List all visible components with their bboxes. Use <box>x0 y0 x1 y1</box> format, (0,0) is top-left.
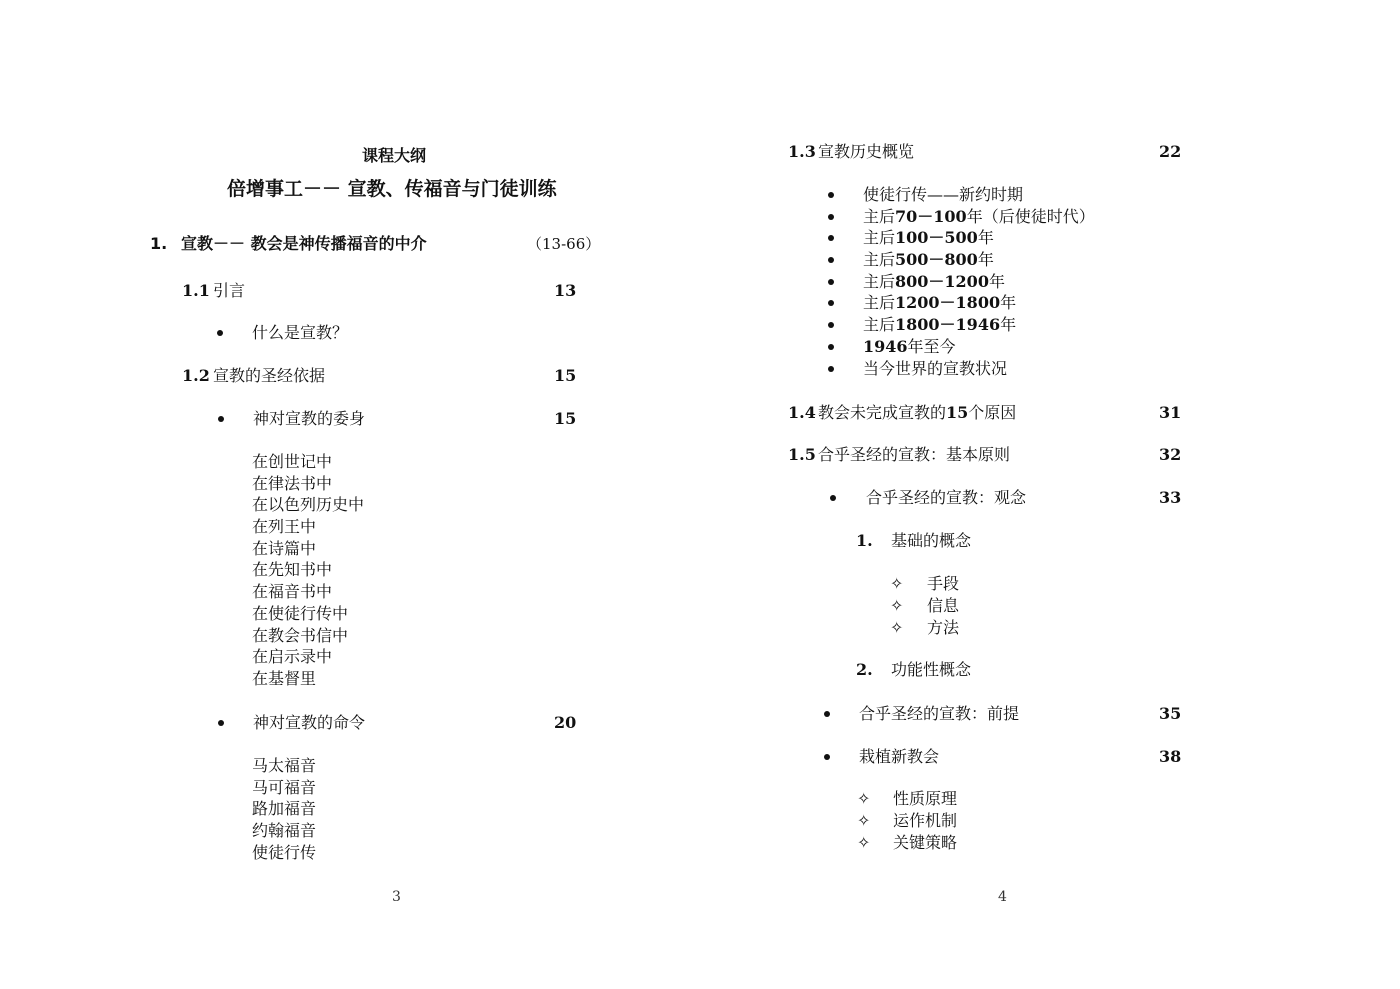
list-item: 在启示录中 <box>252 647 333 667</box>
bullet-dot-icon <box>828 192 834 198</box>
list-item: 在律法书中 <box>252 473 333 493</box>
list-item: 手段 <box>927 574 960 593</box>
list-item: 1946年至今 <box>828 336 1095 358</box>
list-item: 使徒行传 <box>252 842 317 862</box>
bullet-dot-icon <box>218 720 224 726</box>
bullet-dot-icon <box>830 495 836 501</box>
four-point-star-icon: ✧ <box>857 789 871 808</box>
premise-title: 合乎圣经的宣教：前提 <box>859 704 1020 723</box>
section-1-2-title: 宣教的圣经依据 <box>213 366 326 385</box>
section-1-2-number: 1.2 <box>182 366 210 385</box>
list-item: 信息 <box>927 596 960 615</box>
list-item: 主后70－100年（后使徒时代） <box>828 206 1095 228</box>
list-item: 在以色列历史中 <box>252 495 365 515</box>
list-item: 路加福音 <box>252 799 317 819</box>
bullet-dot-icon <box>828 235 834 241</box>
section-1-3-page: 22 <box>1159 142 1182 161</box>
list-item: 在使徒行传中 <box>252 603 349 623</box>
section-1-5-title: 合乎圣经的宣教：基本原则 <box>818 445 1011 464</box>
list-item: 运作机制 <box>893 811 958 830</box>
section-1-page-range: （13-66） <box>527 235 601 253</box>
page-number-right: 4 <box>998 889 1007 905</box>
list-item: 在先知书中 <box>252 560 333 580</box>
bullet-dot-icon <box>828 300 834 306</box>
commitment-page: 15 <box>554 409 577 428</box>
section-1-title: 宣教－－ 教会是神传播福音的中介 <box>181 234 427 253</box>
list-item: 在基督里 <box>252 668 317 688</box>
concept-title: 合乎圣经的宣教：观念 <box>866 488 1027 507</box>
list-item: 约翰福音 <box>252 821 317 841</box>
section-1-3-number: 1.3 <box>788 142 816 161</box>
list-item: 在诗篇中 <box>252 538 317 558</box>
bullet-dot-icon <box>828 279 834 285</box>
four-point-star-icon: ✧ <box>890 596 904 615</box>
list-item: 在列王中 <box>252 517 317 537</box>
list-item: 在福音书中 <box>252 582 333 602</box>
list-item: 马太福音 <box>252 756 317 775</box>
list-item: 当今世界的宣教状况 <box>828 358 1095 380</box>
functional-concept-number: 2. <box>856 660 873 679</box>
history-list <box>828 184 1095 379</box>
list-item: 主后1200－1800年 <box>828 292 1095 314</box>
bullet-dot-icon <box>828 322 834 328</box>
section-1-1-number: 1.1 <box>182 281 210 300</box>
bullet-dot-icon <box>218 416 224 422</box>
section-1-1-page: 13 <box>554 281 577 300</box>
concept-page: 33 <box>1159 488 1182 507</box>
commitment-list <box>252 451 364 690</box>
section-1-4-number: 1.4 <box>788 403 816 422</box>
bullet-dot-icon <box>217 330 223 336</box>
bullet-dot-icon <box>828 366 834 372</box>
list-item: 在创世记中 <box>252 452 333 471</box>
list-item: 关键策略 <box>893 833 958 852</box>
church-planting-page: 38 <box>1159 747 1182 766</box>
list-item: 在教会书信中 <box>252 625 349 645</box>
four-point-star-icon: ✧ <box>890 574 904 593</box>
section-1-2-page: 15 <box>554 366 577 385</box>
basic-concept-number: 1. <box>856 531 873 550</box>
bullet-dot-icon <box>828 344 834 350</box>
list-item: 主后100－500年 <box>828 227 1095 249</box>
section-1-3-title: 宣教历史概览 <box>818 142 915 161</box>
bullet-dot-icon <box>824 754 830 760</box>
list-item: 性质原理 <box>893 789 958 808</box>
four-point-star-icon: ✧ <box>890 618 904 637</box>
church-planting-title: 栽植新教会 <box>859 747 940 766</box>
bullet-dot-icon <box>828 214 834 220</box>
section-1-4-title: 教会未完成宣教的15个原因 <box>818 403 1017 422</box>
section-1-1-title: 引言 <box>213 281 246 300</box>
page-number-left: 3 <box>392 889 401 905</box>
what-is-mission-item: 什么是宣教？ <box>252 323 349 342</box>
list-item: 使徒行传——新约时期 <box>828 184 1095 206</box>
list-item: 主后500－800年 <box>828 249 1095 271</box>
list-item: 马可福音 <box>252 777 317 797</box>
four-point-star-icon: ✧ <box>857 811 871 830</box>
section-1-4-page: 31 <box>1159 403 1182 422</box>
command-list <box>252 755 316 863</box>
functional-concept-title: 功能性概念 <box>891 660 972 679</box>
outline-heading: 课程大纲 <box>362 146 427 165</box>
section-1-5-number: 1.5 <box>788 445 816 464</box>
commitment-title: 神对宣教的委身 <box>253 409 366 428</box>
list-item: 方法 <box>927 618 960 637</box>
four-point-star-icon: ✧ <box>857 833 871 852</box>
section-1-number: 1. <box>150 234 168 253</box>
bullet-dot-icon <box>824 711 830 717</box>
command-title: 神对宣教的命令 <box>253 713 366 732</box>
course-title: 倍增事工－－ 宣教、传福音与门徒训练 <box>227 178 557 200</box>
list-item: 主后800－1200年 <box>828 271 1095 293</box>
basic-concept-title: 基础的概念 <box>891 531 972 550</box>
list-item: 主后1800－1946年 <box>828 314 1095 336</box>
bullet-dot-icon <box>828 257 834 263</box>
premise-page: 35 <box>1159 704 1182 723</box>
command-page: 20 <box>554 713 577 732</box>
section-1-5-page: 32 <box>1159 445 1182 464</box>
